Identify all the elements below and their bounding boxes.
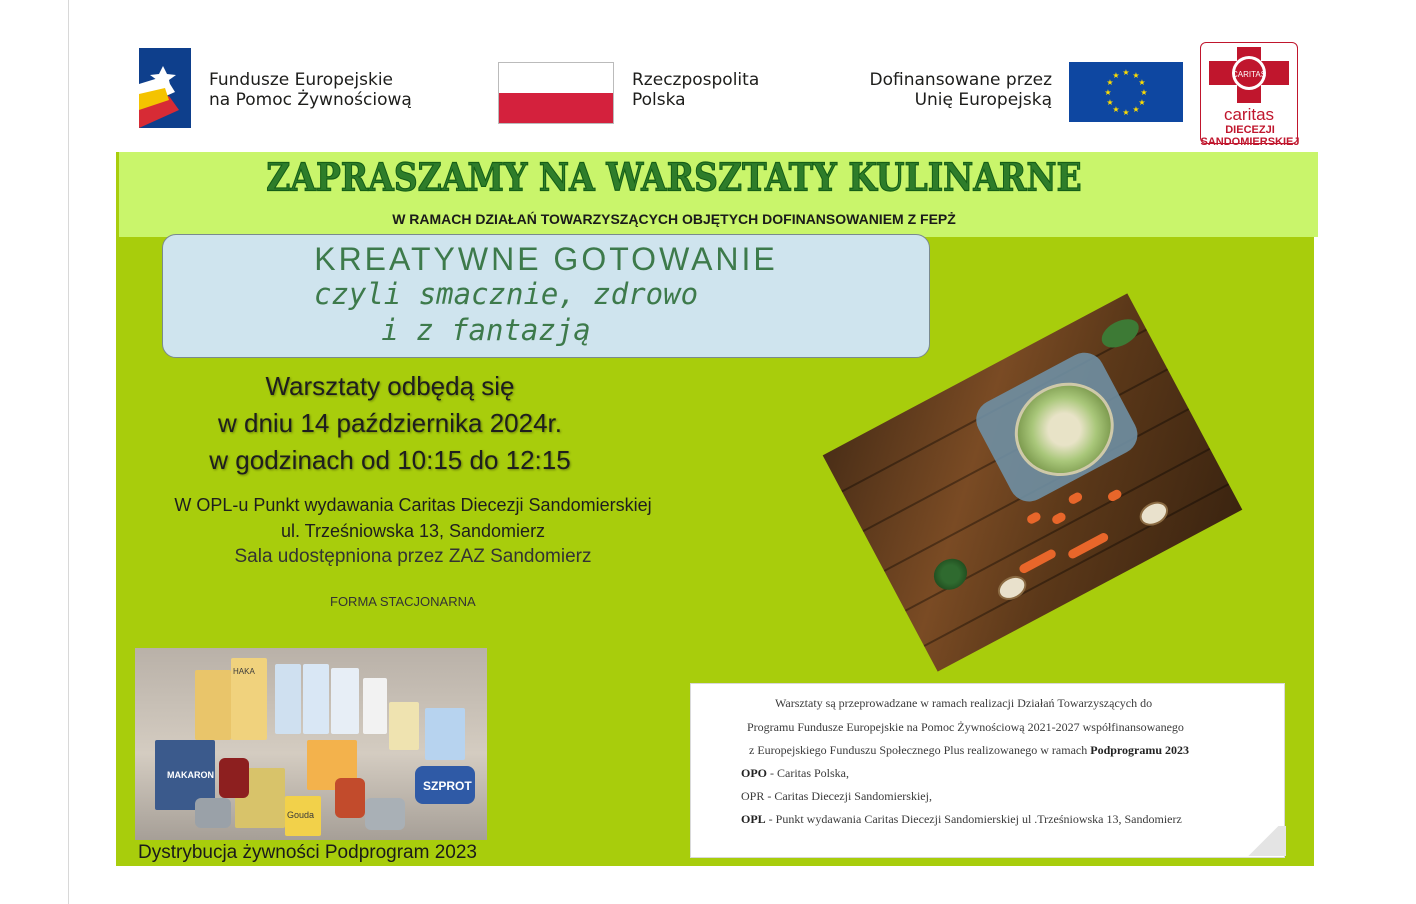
workshop-title: KREATYWNE GOTOWANIE bbox=[314, 241, 778, 277]
workshop-title-box bbox=[162, 234, 930, 358]
event-location-block bbox=[158, 492, 668, 570]
label-szprot: SZPROT bbox=[423, 779, 472, 793]
svg-text:★: ★ bbox=[1138, 98, 1146, 107]
workshop-tagline-1: czyli smacznie, zdrowo bbox=[313, 277, 699, 311]
svg-text:★: ★ bbox=[1132, 105, 1140, 114]
info-line-6: OPL - Punkt wydawania Caritas Diecezji Sandomierskiej ul .Trześniowska 13, Sandomierz bbox=[741, 812, 1182, 826]
svg-text:★: ★ bbox=[1104, 88, 1112, 97]
event-line-2: w dniu 14 października 2024r. bbox=[217, 408, 562, 438]
workshop-tagline-2: i z fantazją bbox=[381, 313, 591, 347]
svg-text:★: ★ bbox=[1140, 88, 1148, 97]
info-line-2: Programu Fundusze Europejskie na Pomoc Żywnościową 2021-2027 współfinansowanego bbox=[747, 720, 1184, 734]
svg-text:★: ★ bbox=[1106, 98, 1114, 107]
svg-text:★: ★ bbox=[1112, 105, 1120, 114]
poster-subheadline: W RAMACH DZIAŁAŃ TOWARZYSZĄCYCH OBJĘTYCH DOFINANSOWANIEM Z FEPŻ bbox=[392, 211, 956, 227]
svg-text:★: ★ bbox=[1122, 108, 1130, 117]
pl-line1: Rzeczpospolita bbox=[632, 70, 760, 90]
event-line-3: w godzinach od 10:15 do 12:15 bbox=[209, 445, 571, 475]
svg-text:★: ★ bbox=[1112, 71, 1120, 80]
fundusze-europejskie-logo bbox=[139, 48, 191, 128]
label-makaron: MAKARON bbox=[167, 770, 214, 780]
label-haka: HAKA bbox=[233, 667, 255, 676]
fe-line2: na Pomoc Żywnościową bbox=[209, 90, 412, 110]
caritas-word: caritas bbox=[1223, 105, 1275, 124]
eu-flag bbox=[1069, 62, 1183, 122]
fundusze-europejskie-text bbox=[209, 70, 412, 110]
info-line-1: Warsztaty są przeprowadzane w ramach realizacji Działań Towarzyszących do bbox=[775, 696, 1153, 710]
food-products-photo bbox=[135, 648, 487, 840]
svg-text:★: ★ bbox=[1122, 68, 1130, 77]
program-info-box bbox=[690, 683, 1285, 858]
product-labels bbox=[135, 648, 487, 840]
caritas-cross-icon bbox=[1201, 43, 1297, 105]
page-curl bbox=[1240, 826, 1286, 856]
polish-flag bbox=[498, 62, 614, 124]
svg-text:★: ★ bbox=[1106, 78, 1114, 87]
label-gouda: Gouda bbox=[287, 810, 315, 820]
page-margin-line bbox=[68, 0, 69, 904]
event-line-1: Warsztaty odbędą się bbox=[265, 371, 515, 401]
eu-line1: Dofinansowane przez bbox=[869, 70, 1052, 90]
caritas-sub2: SANDOMIERSKIEJ bbox=[1200, 136, 1300, 148]
eu-line2: Unię Europejską bbox=[914, 90, 1052, 110]
pl-line2: Polska bbox=[632, 90, 686, 110]
event-date-block bbox=[160, 368, 620, 479]
info-line-5: OPR - Caritas Diecezji Sandomierskiej, bbox=[741, 789, 932, 803]
caritas-diocese-text bbox=[1186, 124, 1314, 148]
caritas-inner-text: CARITAS bbox=[1231, 70, 1267, 79]
eu-cofunded-text bbox=[834, 70, 1052, 110]
caritas-sub1: DIECEZJI bbox=[1225, 124, 1275, 136]
svg-text:★: ★ bbox=[1138, 78, 1146, 87]
location-hall: Sala udostępniona przez ZAZ Sandomierz bbox=[234, 546, 592, 567]
svg-text:★: ★ bbox=[1132, 71, 1140, 80]
poster-headline: ZAPRASZAMY NA WARSZTATY KULINARNE bbox=[266, 155, 1082, 200]
info-line-4: OPO - Caritas Polska, bbox=[741, 766, 849, 780]
location-line-2: ul. Trześniowska 13, Sandomierz bbox=[280, 521, 546, 541]
info-line-3: z Europejskiego Funduszu Społecznego Plus realizowanego w ramach Podprogramu 2023 bbox=[749, 743, 1190, 757]
fe-line1: Fundusze Europejskie bbox=[209, 70, 393, 90]
rzeczpospolita-text bbox=[632, 70, 759, 110]
products-caption: Dystrybucja żywności Podprogram 2023 bbox=[138, 842, 477, 863]
location-line-1: W OPL-u Punkt wydawania Caritas Diecezji Sandomierskiej bbox=[174, 495, 652, 515]
event-form: FORMA STACJONARNA bbox=[330, 594, 476, 609]
